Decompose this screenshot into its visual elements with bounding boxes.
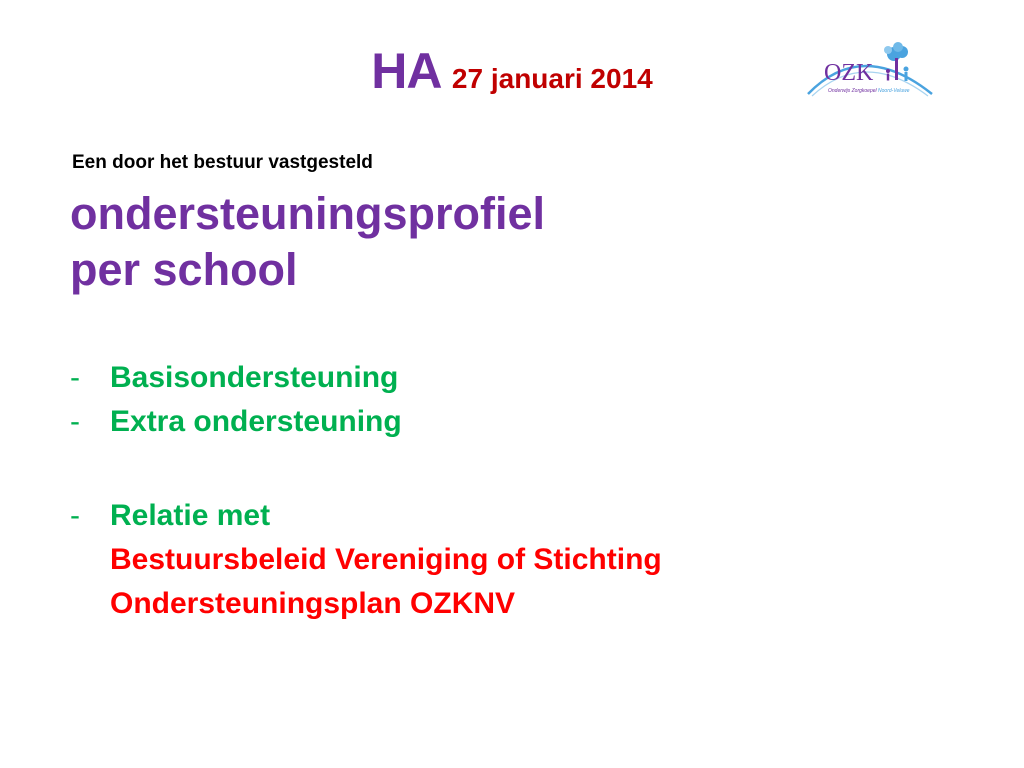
bullet-item [70,400,662,444]
heading-line-2: per school [70,244,298,295]
svg-text:OZK: OZK [824,60,874,86]
bullet-item [70,356,662,400]
bullet-extra-ondersteuning: Extra ondersteuning [110,405,402,438]
svg-text:Onderwijs Zorgkoepel Noord-Vel: Onderwijs Zorgkoepel Noord-Veluwe [828,88,910,94]
main-heading [70,186,545,298]
title-main: HA [371,43,442,99]
bullet-relatie-met: Relatie met [110,499,271,532]
heading-line-1: ondersteuningsprofiel [70,188,546,239]
bullet-spacer [70,444,662,494]
sub-ondersteuningsplan: Ondersteuningsplan OZKNV [110,587,516,620]
bullet-basisondersteuning: Basisondersteuning [110,361,399,394]
bullet-dash: - [70,361,80,394]
bullet-dash: - [70,499,80,532]
bullet-item [70,494,662,626]
bullet-list [70,356,662,626]
bullet-dash: - [70,405,80,438]
title-date: 27 januari 2014 [451,63,653,94]
intro-text: Een door het bestuur vastgesteld [72,152,373,173]
ozk-logo-graphic [802,42,938,104]
ozk-logo [802,42,938,104]
sub-bestuursbeleid: Bestuursbeleid Vereniging of Stichting [110,543,662,576]
